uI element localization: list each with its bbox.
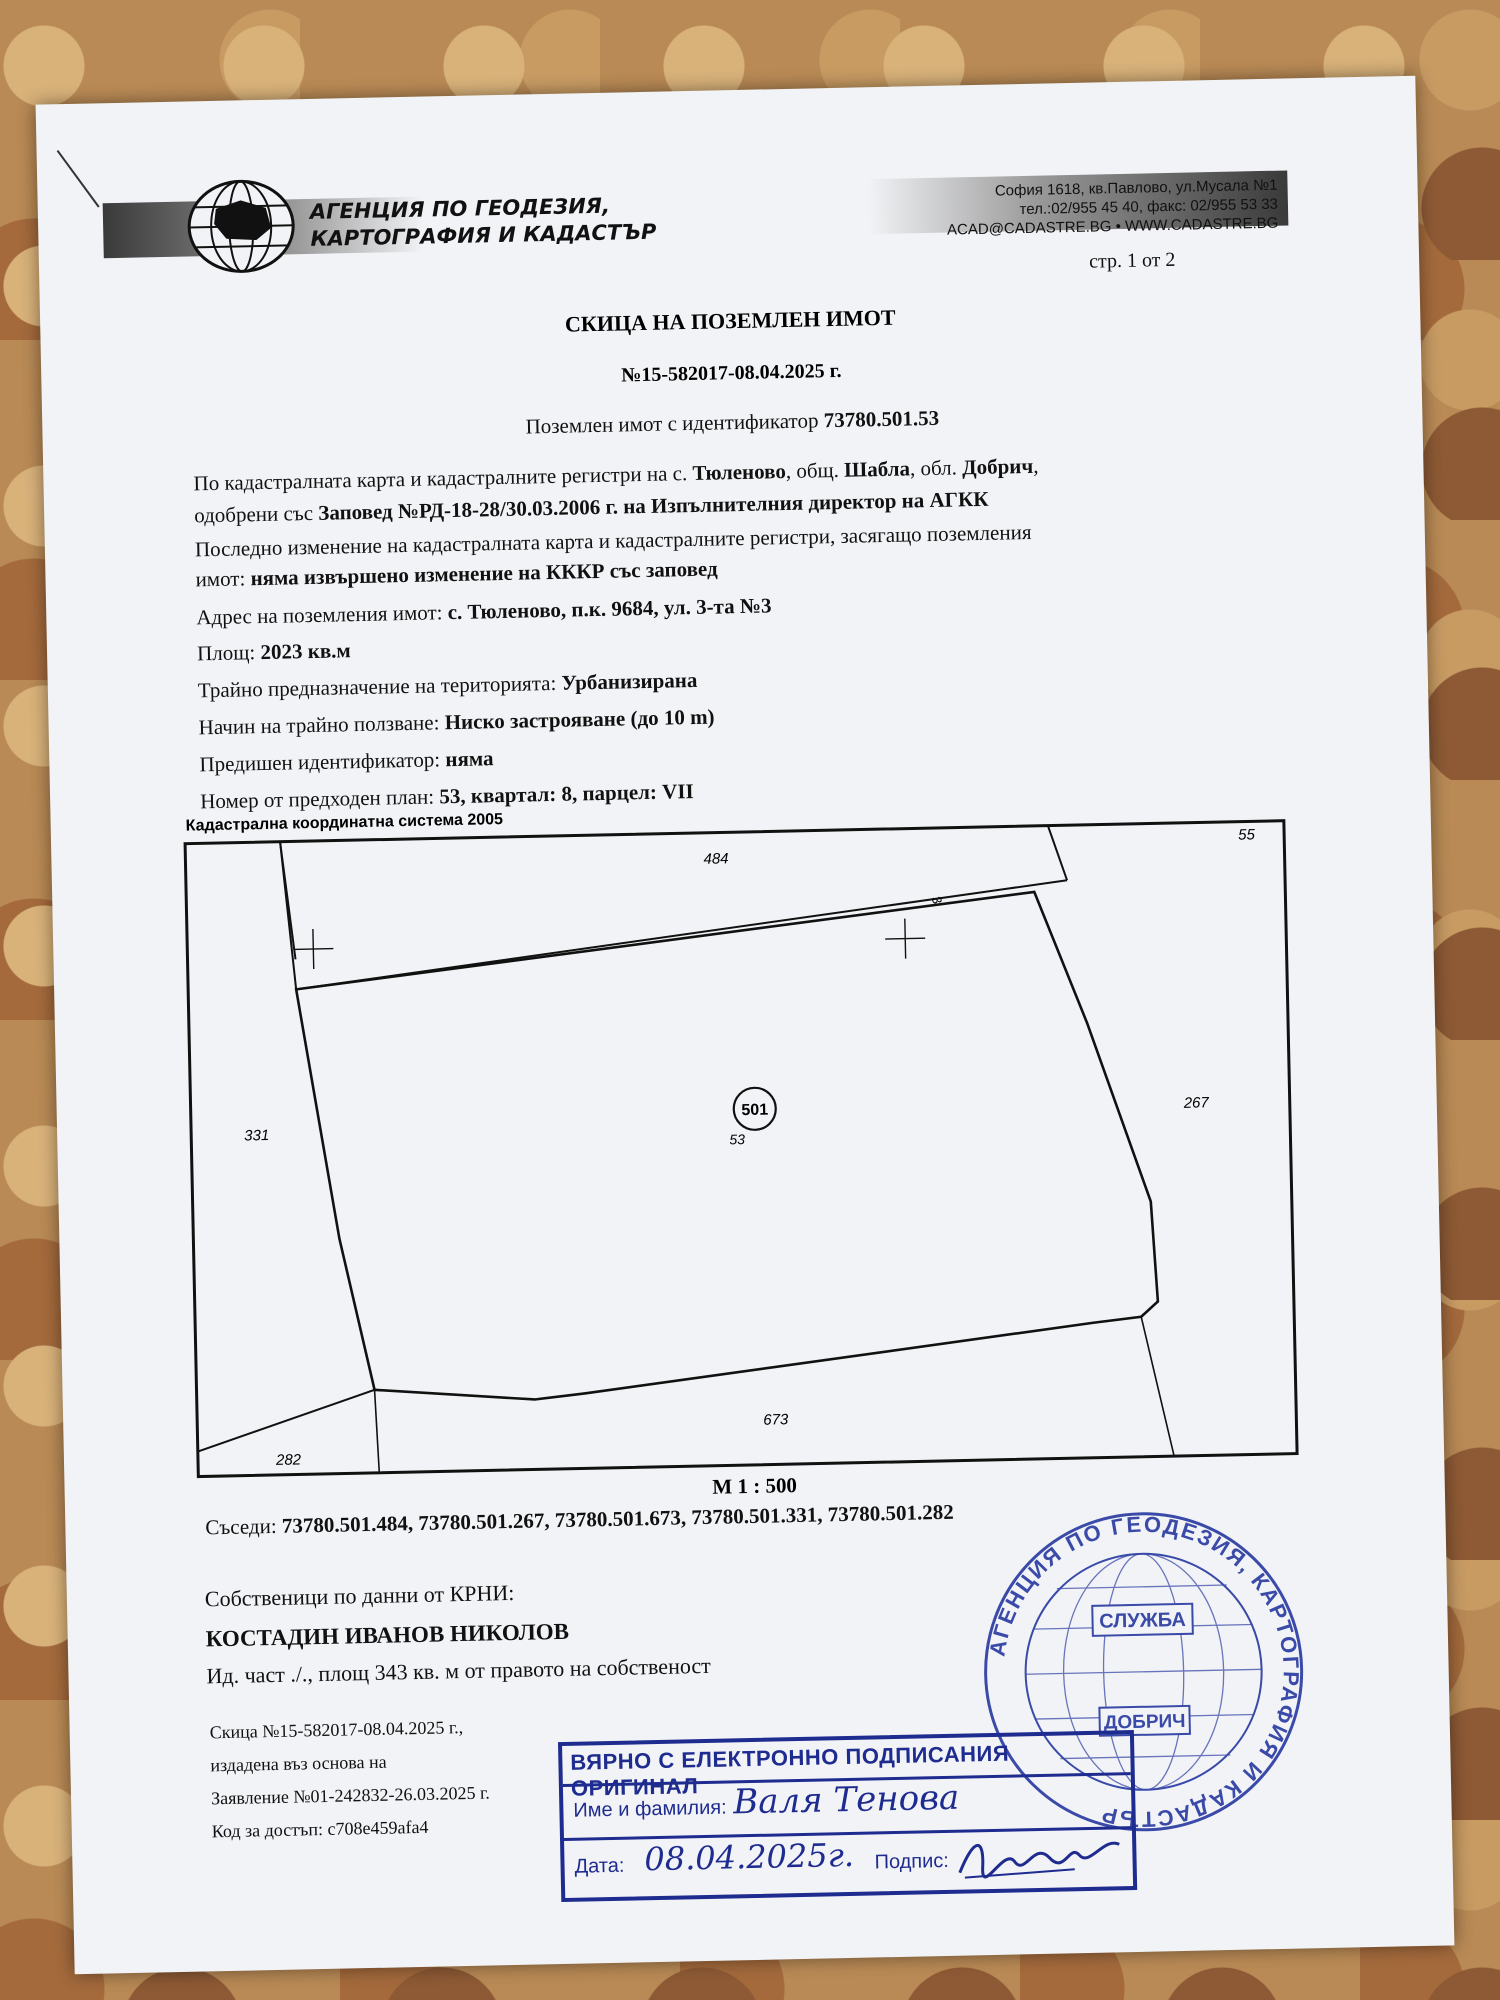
boundary-282 (197, 1390, 376, 1452)
identifier-label: Поземлен имот с идентификатор (525, 408, 824, 439)
label-55: 55 (1237, 826, 1255, 844)
stamp-sign-label: Подпис: (874, 1849, 950, 1874)
seal-ring-text: АГЕНЦИЯ ПО ГЕОДЕЗИЯ, КАРТОГРАФИЯ И КАДАСТЪР (984, 1511, 1304, 1833)
cadastral-map (183, 819, 1299, 1479)
address-value: с. Тюленово, п.к. 9684, ул. 3-та №3 (447, 593, 772, 625)
label-484: 484 (703, 850, 729, 868)
last-change: няма извършено изменение на КККР със заповед (250, 556, 718, 591)
map-frame (185, 821, 1297, 1477)
page-number: стр. 1 от 2 (1088, 248, 1176, 273)
label-53: 53 (729, 1131, 746, 1148)
usage-value: Ниско застрояване (до 10 m) (444, 704, 715, 735)
agency-contacts (797, 176, 1278, 243)
agency-address: София 1618, кв.Павлово, ул.Мусала №1 (994, 176, 1278, 200)
previous-id-line (199, 746, 494, 777)
purpose-label: Трайно предназначение на територията: (197, 670, 562, 703)
identifier-value: 73780.501.53 (823, 405, 940, 433)
certification-stamp (558, 1730, 1137, 1902)
owner-share: Ид. част ./., площ 343 кв. м от правото на собственост (206, 1652, 711, 1689)
parcel-501-53 (294, 890, 1159, 1405)
address-label: Адрес на поземления имот: (196, 600, 448, 630)
agency-phones: тел.:02/955 45 40, факс: 02/955 53 33 (1019, 195, 1279, 219)
usage-label: Начин на трайно ползване: (198, 710, 445, 740)
agency-line-1: АГЕНЦИЯ ПО ГЕОДЕЗИЯ, (309, 193, 611, 224)
previous-plan-line (200, 779, 694, 814)
label-3: 3 (928, 893, 946, 906)
owner-name: КОСТАДИН ИВАНОВ НИКОЛОВ (205, 1618, 570, 1652)
boundary-484-267 (1048, 825, 1067, 880)
previous-id-value: няма (445, 746, 494, 772)
usage-line (198, 705, 714, 741)
signature-scribble (954, 1824, 1125, 1886)
neighbors-label: Съседи: (205, 1513, 283, 1540)
footer-block (209, 1711, 491, 1849)
stamp-title: ВЯРНО С ЕЛЕКТРОННО ПОДПИСАНИЯ ОРИГИНАЛ (570, 1740, 1010, 1801)
footer-access-code: Код за достъп: c708e459afa4 (211, 1816, 429, 1842)
boundary-673-267 (1141, 1316, 1174, 1457)
previous-plan-label: Номер от предходен план: (199, 784, 440, 814)
label-267: 267 (1183, 1094, 1209, 1112)
footer-issued-on: издадена въз основа на (210, 1751, 387, 1776)
footer-sketch-number: Скица №15-582017-08.04.2025 г., (209, 1717, 464, 1743)
stamp-date-label: Дата: (574, 1854, 625, 1878)
boundary-282-673 (375, 1390, 380, 1473)
label-501: 501 (741, 1101, 769, 1120)
previous-id-label: Предишен идентификатор: (199, 747, 446, 777)
agency-line-2: КАРТОГРАФИЯ И КАДАСТЪР (310, 219, 657, 251)
label-282: 282 (275, 1451, 302, 1469)
purpose-value: Урбанизирана (561, 667, 698, 695)
stamp-date-handwritten: 08.04.2025г. (644, 1835, 855, 1879)
seal-top-text: СЛУЖБА (1099, 1608, 1187, 1633)
coordinate-system-label: Кадастрална координатна система 2005 (185, 811, 504, 835)
map-scale: М 1 : 500 (712, 1473, 798, 1499)
previous-plan-value: 53, квартал: 8, парцел: VII (439, 779, 694, 809)
document-number: №15-582017-08.04.2025 г. (621, 359, 842, 387)
approval-order: Заповед №РД-18-28/30.03.2006 г. на Изпълнителния директор на АГКК (317, 486, 989, 525)
area-label: Площ: (196, 640, 261, 666)
purpose-line (198, 668, 698, 703)
agency-web: ACAD@CADASTRE.BG • WWW.CADASTRE.BG (946, 214, 1279, 239)
info-l1-g: , (1032, 453, 1039, 478)
village: Тюленово (692, 459, 787, 485)
identifier-line (42, 396, 1422, 450)
footer-application: Заявление №01-242832-26.03.2025 г. (210, 1782, 491, 1809)
grid-cross-left (293, 929, 334, 970)
info-line-4 (195, 556, 718, 592)
owners-label: Собственици по данни от КРНИ: (204, 1579, 515, 1612)
info-l1-a: По кадастралната карта и кадастралните регистри на с. (193, 460, 693, 496)
area-line (197, 638, 351, 666)
document-sheet (36, 76, 1455, 1974)
seal-bottom-text: ДОБРИЧ (1103, 1710, 1186, 1734)
area-value: 2023 кв.м (260, 638, 351, 665)
stamp-name-label: Име и фамилия: (573, 1796, 727, 1822)
label-331: 331 (244, 1126, 270, 1145)
document-title: СКИЦА НА ПОЗЕМЛЕН ИМОТ (564, 304, 896, 337)
region: Добрич (961, 453, 1034, 480)
info-l2-a: одобрени със (193, 500, 319, 528)
stamp-name-handwritten: Валя Тенова (732, 1777, 960, 1823)
boundary-484-south (294, 880, 1069, 989)
address-line (196, 593, 772, 630)
info-l4-a: имот: (195, 566, 251, 592)
corner-mark (57, 150, 100, 208)
grid-cross-right (885, 918, 926, 959)
agency-globe-logo (185, 177, 297, 275)
neighbors-value: 73780.501.484, 73780.501.267, 73780.501.673, 73780.501.331, 73780.501.282 (281, 1499, 954, 1538)
agency-name (310, 192, 657, 253)
info-l1-e: , обл. (909, 455, 963, 481)
info-line-3: Последно изменение на кадастралната карта и кадастралните регистри, засягащо поземления (194, 519, 1032, 562)
municipality: Шабла (843, 456, 911, 482)
info-l1-c: , общ. (785, 457, 845, 484)
label-673: 673 (763, 1411, 789, 1429)
boundary-331-west (280, 841, 296, 989)
